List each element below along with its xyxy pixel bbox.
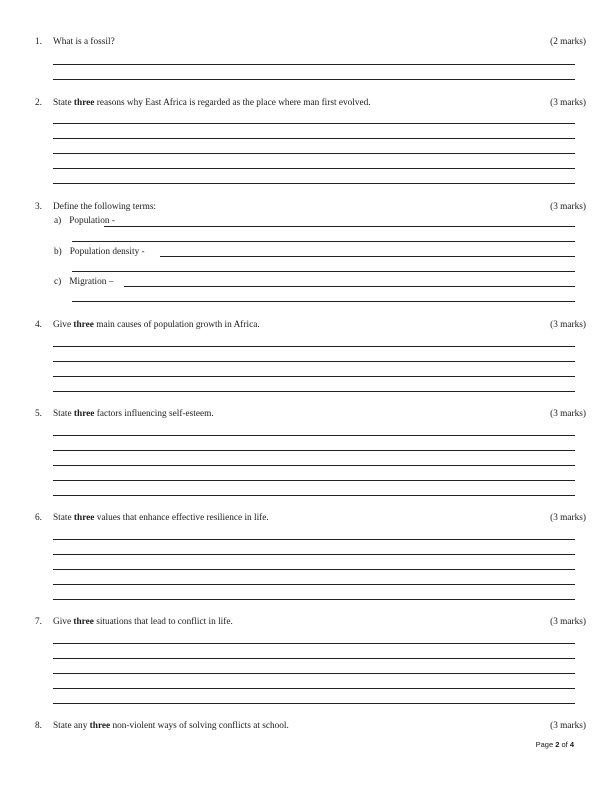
question-marks: (2 marks)	[550, 37, 586, 47]
answer-line[interactable]	[72, 271, 575, 272]
term-label	[54, 247, 145, 258]
answer-line[interactable]	[53, 183, 575, 184]
answer-line[interactable]	[53, 123, 575, 124]
answer-line[interactable]	[53, 703, 575, 704]
question-marks: (3 marks)	[550, 721, 586, 731]
question-text-post: reasons why East Africa is regarded as the place where man first evolved.	[94, 98, 371, 108]
question-text-post: factors influencing self-esteem.	[94, 409, 214, 419]
term-name: Migration –	[69, 277, 114, 287]
answer-line[interactable]	[53, 79, 575, 80]
question-emphasis: three	[73, 513, 95, 523]
term-letter: b)	[54, 247, 62, 257]
question-marks: (3 marks)	[550, 409, 586, 419]
answer-line[interactable]	[53, 138, 575, 139]
answer-line[interactable]	[53, 465, 575, 466]
answer-line[interactable]	[53, 168, 575, 169]
answer-line[interactable]	[53, 391, 575, 392]
answer-line[interactable]	[53, 376, 575, 377]
question-text	[53, 409, 214, 420]
question-number: 7.	[35, 617, 42, 627]
question-number: 4.	[35, 320, 42, 330]
question-number: 1.	[35, 37, 42, 47]
question-text-pre: Give	[53, 320, 74, 330]
question-number: 2.	[35, 98, 42, 108]
question-emphasis: three	[73, 409, 95, 419]
answer-line[interactable]	[53, 554, 575, 555]
answer-line[interactable]	[53, 673, 575, 674]
answer-line[interactable]	[104, 226, 575, 227]
question-text-post: main causes of population growth in Africa.	[93, 320, 260, 330]
question-emphasis: three	[73, 98, 95, 108]
question-emphasis: three	[73, 320, 94, 330]
question-text-post: non-violent ways of solving conflicts at school.	[110, 721, 289, 731]
question-number: 5.	[35, 409, 42, 419]
answer-line[interactable]	[53, 153, 575, 154]
question-text-pre: State	[53, 513, 74, 523]
question-text-pre: Give	[53, 617, 74, 627]
question-emphasis: three	[89, 721, 111, 731]
question-text-pre: State any	[53, 721, 90, 731]
answer-line[interactable]	[53, 643, 575, 644]
question-text	[53, 37, 115, 48]
question-number: 6.	[35, 513, 42, 523]
question-text	[53, 721, 289, 732]
question-text	[53, 513, 269, 524]
answer-line[interactable]	[72, 301, 575, 302]
answer-line[interactable]	[72, 241, 575, 242]
page-number: Page 2 of 4	[535, 740, 574, 749]
question-marks: (3 marks)	[550, 513, 586, 523]
question-number: 8.	[35, 721, 42, 731]
term-label	[54, 277, 113, 288]
question-text-post: situations that lead to conflict in life.	[93, 617, 233, 627]
question-text-post: values that enhance effective resilience in life.	[94, 513, 269, 523]
question-marks: (3 marks)	[550, 98, 586, 108]
term-letter: a)	[54, 216, 62, 226]
answer-line[interactable]	[53, 480, 575, 481]
question-number: 3.	[35, 202, 42, 212]
answer-line[interactable]	[53, 361, 575, 362]
term-name: Population density -	[69, 247, 145, 257]
answer-line[interactable]	[53, 584, 575, 585]
answer-line[interactable]	[124, 286, 575, 287]
term-letter: c)	[54, 277, 62, 287]
answer-line[interactable]	[53, 346, 575, 347]
question-marks: (3 marks)	[550, 617, 586, 627]
question-marks: (3 marks)	[550, 202, 586, 212]
answer-line[interactable]	[53, 658, 575, 659]
question-text-pre: State	[53, 98, 74, 108]
answer-line[interactable]	[53, 688, 575, 689]
question-emphasis: three	[73, 617, 94, 627]
question-text	[53, 617, 233, 628]
answer-line[interactable]	[53, 599, 575, 600]
answer-line[interactable]	[53, 450, 575, 451]
question-text-pre: What is a fossil?	[53, 37, 115, 47]
question-text	[53, 98, 371, 109]
answer-line[interactable]	[160, 256, 575, 257]
term-name: Population -	[69, 216, 115, 226]
question-marks: (3 marks)	[550, 320, 586, 330]
question-text-pre: Define the following terms:	[53, 202, 157, 212]
answer-line[interactable]	[53, 64, 575, 65]
question-text-pre: State	[53, 409, 74, 419]
question-text	[53, 320, 260, 331]
answer-line[interactable]	[53, 435, 575, 436]
answer-line[interactable]	[53, 569, 575, 570]
answer-line[interactable]	[53, 495, 575, 496]
question-text	[53, 202, 156, 213]
answer-line[interactable]	[53, 539, 575, 540]
